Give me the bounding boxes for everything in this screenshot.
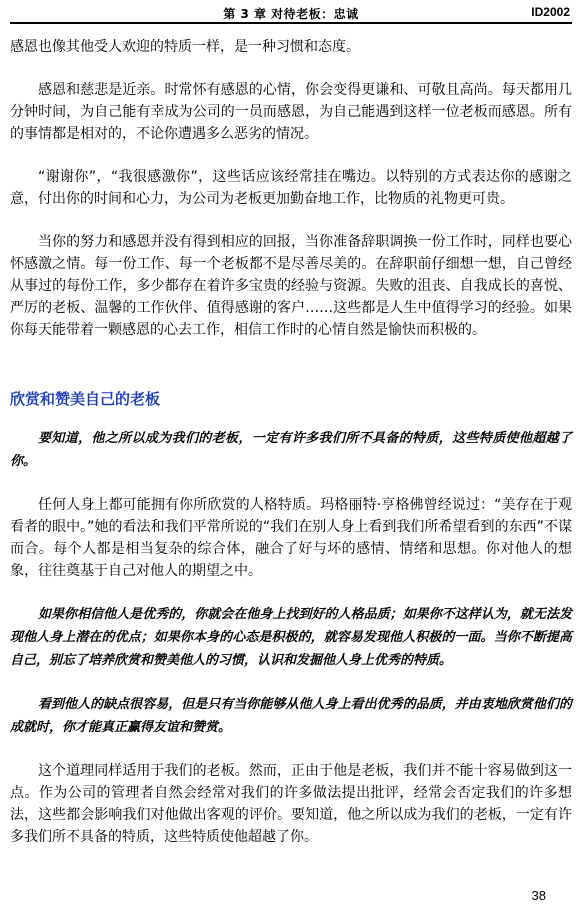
paragraph-gratitude-habit: 感恩也像其他受人欢迎的特质一样，是一种习惯和态度。 <box>10 39 360 55</box>
highlight-quote-believe-others: 如果你相信他人是优秀的，你就会在他身上找到好的人格品质；如果你不这样认为，就无法发现他人身上潜在的优点；如果你本身的心态是积极的，就容易发现他人积极的一面。当你不断提高自己，别忘了培养欣赏和赞美他人的习惯，认识和发掘他人身上优秀的特质。 <box>10 607 572 668</box>
section-heading: 欣赏和赞美自己的老板 <box>10 390 161 408</box>
page-header <box>10 4 572 24</box>
paragraph-thank-you: “谢谢你”，“我很感激你”，这些话应该经常挂在嘴边。以特别的方式表达你的感谢之意，付出你的时间和心力，为公司为老板更加勤奋地工作，比物质的礼物更可贵。 <box>10 169 572 207</box>
paragraph-admirable-traits: 任何人身上都可能拥有你所欣赏的人格特质。玛格丽特·亨格佛曾经说过：“美存在于观看者的眼中。”她的看法和我们平常所说的“我们在别人身上看到我们所希望看到的东西”不谋而合。每个人都是相当复杂的综合体，融合了好与坏的感情、情绪和思想。你对他人的想象，往往奠基于自己对他人的期望之中。 <box>10 497 572 579</box>
page-content <box>10 36 572 848</box>
paragraph-applies-to-boss: 这个道理同样适用于我们的老板。然而，正由于他是老板，我们并不能十容易做到这一点。作为公司的管理者自然会经常对我们的许多做法提出批评，经常会否定我们的许多想法，这些都会影响我们对他做出客观的评价。要知道，他之所以成为我们的老板，一定有许多我们所不具备的特质，这些特质使他超越了你。 <box>10 763 572 845</box>
paragraph-gratitude-compassion: 感恩和慈悲是近亲。时常怀有感恩的心情，你会变得更谦和、可敬且高尚。每天都用几分钟时间，为自己能有幸成为公司的一员而感恩，为自己能遇到这样一位老板而感恩。所有的事情都是相对的，不论你遭遇多么恶劣的情况。 <box>10 82 572 142</box>
chapter-title: 第 3 章 对待老板：忠诚 <box>223 7 359 21</box>
highlight-quote-see-strengths: 看到他人的缺点很容易，但是只有当你能够从他人身上看出优秀的品质，并由衷地欣赏他们的成就时，你才能真正赢得友谊和赞赏。 <box>10 697 572 735</box>
paragraph-resignation-gratitude: 当你的努力和感恩并没有得到相应的回报，当你准备辞职调换一份工作时，同样也要心怀感激之情。每一份工作、每一个老板都不是尽善尽美的。在辞职前仔细想一想，自己曾经从事过的每份工作，多少都存在着许多宝贵的经验与资源。失败的沮丧、自我成长的喜悦、严厉的老板、温馨的工作伙伴、值得感谢的客户……这些都是人生中值得学习的经验。如果你每天能带着一颗感恩的心去工作，相信工作时的心情自然是愉快而积极的。 <box>10 234 572 338</box>
highlight-quote-boss-qualities: 要知道，他之所以成为我们的老板，一定有许多我们所不具备的特质，这些特质使他超越了你。 <box>10 431 572 469</box>
page-number: 38 <box>531 888 546 903</box>
document-id: ID2002 <box>531 5 570 19</box>
